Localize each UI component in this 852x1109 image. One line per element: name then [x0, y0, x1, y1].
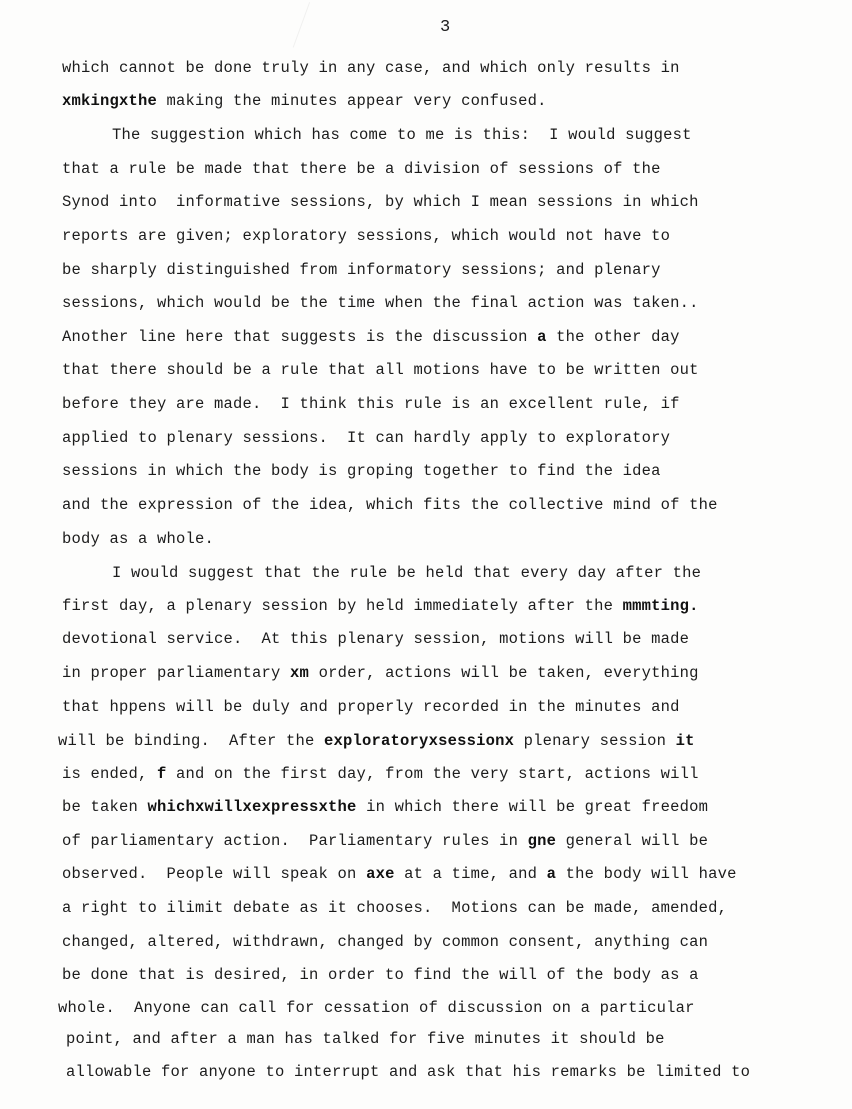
text-line: [62, 629, 689, 649]
struck-out-text: f: [157, 765, 167, 783]
struck-out-text: exploratoryxsessionx: [324, 732, 515, 750]
struck-out-text: gne: [527, 832, 557, 850]
text-line: [62, 864, 737, 884]
text-line: [112, 563, 701, 583]
text-line: [62, 428, 670, 448]
line-text: be sharply distinguished from informatory sessions; and plenary: [62, 261, 661, 279]
line-text: be taken: [62, 798, 148, 816]
text-line: [62, 529, 214, 549]
text-line: [66, 1029, 665, 1049]
paper-crease-mark: [293, 2, 339, 58]
text-line: [62, 495, 718, 515]
text-line: [62, 192, 699, 212]
line-text: allowable for anyone to interrupt and ask that his remarks be limited to: [66, 1063, 751, 1081]
line-text: changed, altered, withdrawn, changed by common consent, anything can: [62, 933, 709, 951]
line-text: be done that is desired, in order to find the will of the body as a: [62, 966, 699, 984]
line-text: that hppens will be duly and properly recorded in the minutes and: [62, 698, 680, 716]
line-text: Another line here that suggests is the discussion: [62, 328, 538, 346]
text-line: [62, 831, 708, 851]
line-text: applied to plenary sessions. It can hardly apply to exploratory: [62, 429, 671, 447]
line-text: will be binding. After the: [58, 732, 325, 750]
text-line: [62, 596, 699, 616]
line-text: is ended,: [62, 765, 158, 783]
struck-out-text: a: [546, 865, 557, 883]
line-text: I would suggest that the rule be held that every day after the: [112, 564, 702, 582]
text-line: [62, 965, 699, 985]
struck-out-text: xmkingxthe: [62, 92, 158, 110]
struck-out-text: axe: [366, 865, 395, 883]
struck-out-text: whichxwillxexpressxthe: [147, 798, 357, 816]
text-line: [62, 461, 661, 481]
line-text: The suggestion which has come to me is this: I would suggest: [112, 126, 692, 144]
line-text: in which there will be great freedom: [356, 798, 709, 816]
text-line: [62, 932, 708, 952]
line-text: of parliamentary action. Parliamentary rules in: [62, 832, 528, 850]
line-text: that there should be a rule that all motions have to be written out: [62, 361, 699, 379]
line-text: making the minutes appear very confused.: [157, 92, 547, 110]
line-text: at a time, and: [394, 865, 547, 883]
line-text: sessions in which the body is groping together to find the idea: [62, 462, 661, 480]
text-line: [62, 764, 699, 784]
line-text: plenary session: [514, 732, 676, 750]
line-text: which cannot be done truly in any case, and which only results in: [62, 59, 680, 77]
struck-out-text: mmmting.: [622, 597, 699, 615]
text-line: [62, 327, 680, 347]
text-line: [62, 91, 547, 111]
line-text: whole. Anyone can call for cessation of discussion on a particular: [58, 999, 695, 1017]
line-text: body as a whole.: [62, 530, 215, 548]
text-line: [58, 998, 695, 1018]
text-line: [62, 360, 699, 380]
text-line: [62, 898, 727, 918]
line-text: Synod into informative sessions, by which I mean sessions in which: [62, 193, 699, 211]
line-text: devotional service. At this plenary session, motions will be made: [62, 630, 690, 648]
line-text: the other day: [546, 328, 680, 346]
line-text: sessions, which would be the time when the final action was taken..: [62, 294, 699, 312]
line-text: point, and after a man has talked for five minutes it should be: [66, 1030, 665, 1048]
line-text: and on the first day, from the very start, actions will: [166, 765, 699, 783]
text-line: [62, 226, 670, 246]
text-line: [62, 394, 680, 414]
line-text: observed. People will speak on: [62, 865, 367, 883]
line-text: order, actions will be taken, everything: [309, 664, 699, 682]
text-line: [58, 731, 695, 751]
text-line: [112, 125, 692, 145]
struck-out-text: it: [675, 732, 695, 750]
struck-out-text: a: [537, 328, 547, 346]
line-text: general will be: [556, 832, 709, 850]
line-text: the body will have: [556, 865, 737, 883]
line-text: first day, a plenary session by held immediately after the: [62, 597, 623, 615]
page-number: 3: [440, 18, 451, 37]
line-text: reports are given; exploratory sessions, which would not have to: [62, 227, 671, 245]
text-line: [66, 1062, 750, 1082]
text-line: [62, 159, 661, 179]
text-line: [62, 697, 680, 717]
line-text: and the expression of the idea, which fits the collective mind of the: [62, 496, 718, 514]
text-line: [62, 58, 680, 78]
line-text: before they are made. I think this rule is an excellent rule, if: [62, 395, 680, 413]
text-line: [62, 663, 699, 683]
text-line: [62, 260, 661, 280]
line-text: that a rule be made that there be a division of sessions of the: [62, 160, 661, 178]
text-line: [62, 293, 699, 313]
line-text: a right to ilimit debate as it chooses. Motions can be made, amended,: [62, 899, 728, 917]
text-line: [62, 797, 708, 817]
line-text: in proper parliamentary: [62, 664, 291, 682]
struck-out-text: xm: [290, 664, 310, 682]
